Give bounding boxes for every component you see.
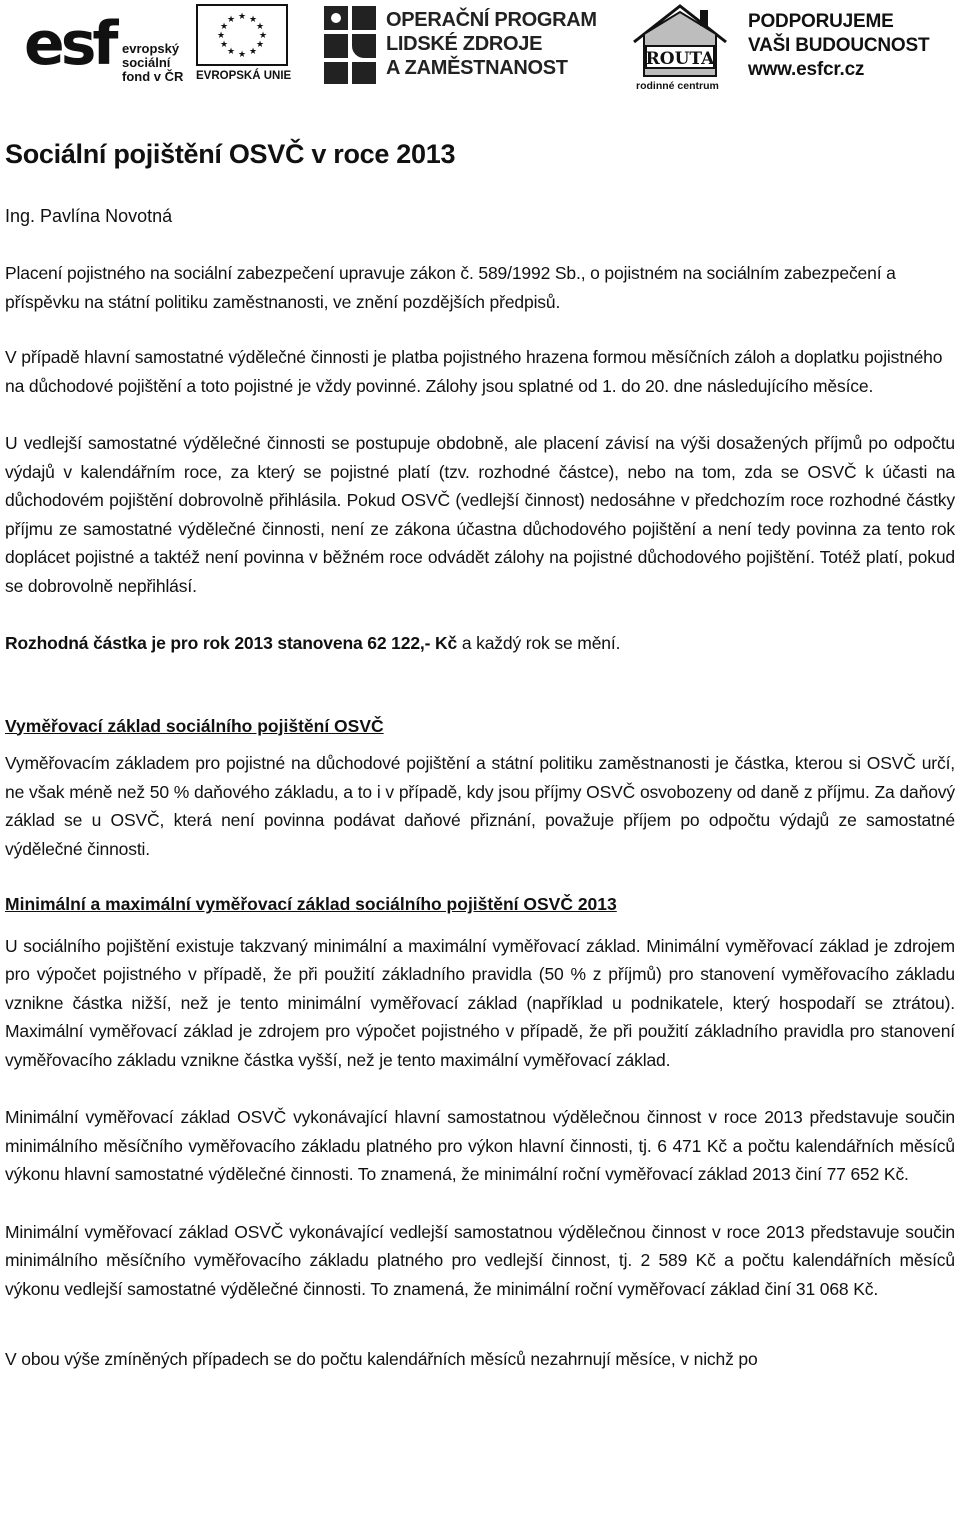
esf-logo [10, 6, 190, 86]
decisive-amount-bold: Rozhodná částka je pro rok 2013 stanovena 62 122,- Kč [5, 633, 458, 653]
paragraph-months: V obou výše zmíněných případech se do počtu kalendářních měsíců nezahrnují měsíce, v nichž po [5, 1349, 758, 1369]
routa-subtitle: rodinné centrum [636, 80, 719, 92]
paragraph-assessment-base: Vyměřovacím základem pro pojistné na důchodové pojištění a státní politiku zaměstnanosti je částka, kterou si OSVČ určí, ne však méně než 50 % daňového základu, a to i v případě, kdy jsou příjmy OSVČ osvobozeny od daně z příjmu. Za daňový základ se u OSVČ, která není povinna podávat daňové přiznání, považuje příjem po odpočtu výdajů ze samostatné výdělečné činnosti. [5, 753, 955, 859]
svg-text:★: ★ [226, 47, 236, 57]
author: Ing. Pavlína Novotná [5, 206, 173, 226]
routa-logo [630, 2, 730, 92]
routa-house-icon [630, 2, 730, 82]
svg-text:★: ★ [248, 47, 258, 57]
svg-text:★: ★ [258, 31, 268, 41]
esf-wordmark: esf [24, 9, 115, 79]
paragraph-min-max: U sociálního pojištění existuje takzvaný minimální a maximální vyměřovací základ. Minimální vyměřovací základ je zdrojem pro výpočet pojistného v případě, že při použití základního pravidla (50 % z příjmů) pro stanovení vyměřovacího základu vznikne částka nižší, než je tento minimální vyměřovací základ (například u podnikatele, který hospodaří se ztrátou). Maximální vyměřovací základ je zdrojem pro výpočet pojistného v případě, že při použití základního pravidla pro stanovení vyměřovacího základu vznikne částka vyšší, než je tento maximální vyměřovací základ. [5, 935, 955, 1070]
op-lzz-logo [324, 6, 614, 88]
paragraph-min-main: Minimální vyměřovací základ OSVČ vykonávající hlavní samostatnou výdělečnou činnost v roce 2013 představuje součin minimálního měsíčního vyměřovacího základu platného pro výkon hlavní činnosti, tj. 6 471 Kč a počtu kalendářních měsíců výkonu hlavní samostatné výdělečné činnosti. To znamená, že minimální roční vyměřovací základ 2013 činí 77 652 Kč. [5, 1107, 955, 1184]
op-title: OPERAČNÍ PROGRAM LIDSKÉ ZDROJE A ZAMĚSTNANOST [386, 9, 597, 79]
eu-flag-icon [196, 4, 288, 66]
paragraph-decisive-amount [5, 629, 955, 658]
eu-logo [196, 4, 296, 84]
svg-text:★: ★ [255, 22, 265, 32]
decisive-amount-rest: a každý rok se mění. [457, 633, 621, 653]
svg-text:★: ★ [255, 40, 265, 50]
document-body [5, 136, 955, 1374]
section-heading-assessment-base: Vyměřovací základ sociálního pojištění OSVČ [5, 715, 384, 736]
svg-text:★: ★ [248, 15, 258, 25]
paragraph-secondary-activity: U vedlejší samostatné výdělečné činnosti se postupuje obdobně, ale placení závisí na výši dosažených příjmů po odpočtu výdajů v kalendářním roce, za který se pojistné platí (tzv. rozhodné částce), nebo na tom, zda se OSVČ k účasti na důchodovém pojištění dobrovolně přihlásila. Pokud OSVČ (vedlejší činnost) nedosáhne v předchozím roce rozhodné částky příjmu ze samostatné výdělečné činnosti, není ze zákona účastna důchodového pojištění a není tedy povinna za tento rok doplácet pojistné a taktéž není povinna v běžném roce odvádět zálohy na pojistné důchodového pojištění. Totéž platí, pokud se dobrovolně nepřihlásí. [5, 433, 955, 596]
esfcr-url: www.esfcr.cz [748, 59, 865, 80]
eu-label: EVROPSKÁ UNIE [196, 70, 292, 82]
svg-text:★: ★ [237, 50, 247, 60]
op-symbol-icon [324, 6, 378, 84]
eu-stars-icon [198, 6, 286, 64]
esfcr-slogan: PODPORUJEME VAŠI BUDOUCNOST www.esfcr.cz [748, 11, 930, 80]
paragraph-law: Placení pojistného na sociální zabezpečení upravuje zákon č. 589/1992 Sb., o pojistném na sociálním zabezpečení a příspěvku na státní politiku zaměstnanosti, ve znění pozdějších předpisů. [5, 263, 896, 312]
routa-name: ROUTA [645, 49, 715, 69]
paragraph-min-secondary: Minimální vyměřovací základ OSVČ vykonávající vedlejší samostatnou výdělečnou činnost v roce 2013 představuje součin minimálního měsíčního vyměřovacího základu platného pro vedlejší činnost, tj. 2 589 Kč a počtu kalendářních měsíců výkonu vedlejší samostatné výdělečné činnosti. To znamená, že minimální roční vyměřovací základ činí 31 068 Kč. [5, 1221, 955, 1299]
svg-text:★: ★ [219, 40, 229, 50]
esf-caption: evropský sociální fond v ČR [122, 41, 184, 84]
section-heading-min-max-base: Minimální a maximální vyměřovací základ sociálního pojištění OSVČ 2013 [5, 894, 617, 914]
page-title: Sociální pojištění OSVČ v roce 2013 [5, 139, 456, 169]
svg-text:★: ★ [216, 31, 226, 41]
svg-text:★: ★ [237, 12, 247, 22]
logo-header [0, 0, 960, 100]
svg-text:★: ★ [219, 22, 229, 32]
paragraph-main-activity: V případě hlavní samostatné výdělečné činnosti je platba pojistného hrazena formou měsíčních záloh a doplatku pojistného na důchodové pojištění a toto pojistné je vždy povinné. Zálohy jsou splatné od 1. do 20. dne následujícího měsíce. [5, 347, 943, 396]
svg-text:★: ★ [226, 15, 236, 25]
